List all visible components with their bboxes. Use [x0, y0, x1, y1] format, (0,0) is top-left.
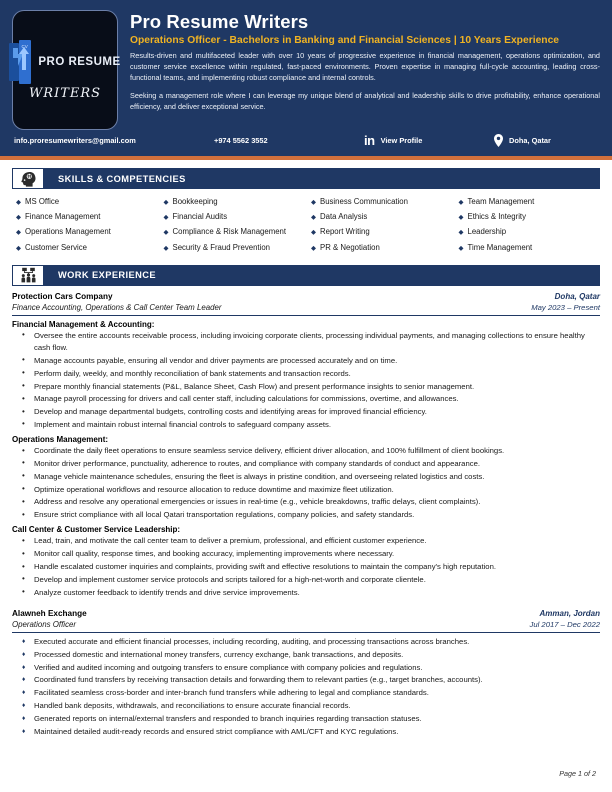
- skill-item: [164, 195, 306, 210]
- skill-item: [459, 225, 601, 240]
- diamond-bullet-icon: ◆: [311, 214, 316, 222]
- job-bullet: ♦ Processed domestic and international money transfers, currency exchange, bank transactions, and deposits.: [12, 649, 600, 661]
- job-bullet: ♦ Handled bank deposits, withdrawals, and reconciliations to ensure accurate financial records.: [12, 700, 600, 712]
- skill-item: [459, 195, 601, 210]
- job-bullet-list: [12, 636, 600, 738]
- job-location: Doha, Qatar: [554, 291, 600, 301]
- skill-label: Finance Management: [25, 212, 101, 222]
- contact-location: [494, 134, 598, 147]
- job-bullet: • Optimize operational workflows and resource allocation to reduce downtime and maximize fleet utilization.: [12, 484, 600, 496]
- svg-text:CV: CV: [21, 43, 29, 49]
- company-logo: [12, 10, 121, 130]
- job-bullet: • Ensure strict compliance with all local Qatari transportation regulations, company policies, and safety standards.: [12, 509, 600, 521]
- summary-paragraph-2: Seeking a management role where I can leverage my unique blend of analytical and leadership skills to drive profitability, enhance operational efficiency, and deliver exceptional service.: [130, 90, 600, 111]
- org-chart-icon: [12, 265, 44, 286]
- skill-label: Business Communication: [320, 197, 408, 206]
- logo-document-arrow-icon: [9, 40, 33, 84]
- contact-email[interactable]: [14, 136, 214, 145]
- skill-item: [16, 195, 158, 210]
- skill-item: [164, 241, 306, 256]
- job-bullet: • Develop and implement customer service protocols and scripts tailored for a high-net-worth and corporate clientele.: [12, 574, 600, 586]
- skill-label: MS Office: [25, 197, 60, 206]
- contact-linkedin[interactable]: [364, 134, 494, 147]
- diamond-bullet-icon: ◆: [311, 199, 316, 206]
- skill-label: Time Management: [467, 242, 533, 252]
- job-title: Operations Officer: [12, 620, 77, 630]
- job-group-subheading: Operations Management:: [12, 435, 109, 445]
- job-bullet: ♦ Coordinated fund transfers by receiving transaction details and forwarding them to relevant parties (e.g., target branches, accounts).: [12, 674, 600, 686]
- job-bullet: ♦ Generated reports on internal/external transfers and responded to branch inquiries regarding transaction statuses.: [12, 713, 600, 725]
- diamond-bullet-icon: ◆: [163, 199, 169, 206]
- diamond-bullet-icon: ◆: [311, 244, 316, 252]
- skill-label: PR & Negotiation: [320, 242, 380, 252]
- skill-item: [16, 241, 158, 256]
- job-bullet: • Handle escalated customer inquiries and complaints, providing swift and effective resolutions to maintain the company's high reputation.: [12, 561, 600, 573]
- job-bullet-list: [12, 445, 600, 521]
- job-company: Protection Cars Company: [12, 291, 113, 301]
- contact-phone[interactable]: [214, 136, 364, 145]
- summary-paragraph-1: Results-driven and multifaceted leader with over 10 years of progressive experience in financial management, operations optimization, and customer service excellence within regulated, fast-paced environments. Proven expertise in managing full-cycle accounting, leading cross-functional teams, and implementing robust compliance and internal controls.: [130, 51, 600, 83]
- job-bullet: • Monitor driver performance, punctuality, adherence to routes, and compliance with company standards of conduct and appearance.: [12, 458, 600, 470]
- skill-label: Leadership: [467, 227, 507, 237]
- diamond-bullet-icon: ◆: [163, 229, 169, 237]
- skill-label: Report Writing: [320, 227, 370, 237]
- contact-bar: [0, 130, 612, 156]
- job-bullet: • Perform daily, weekly, and monthly reconciliation of bank statements and transaction records.: [12, 368, 600, 380]
- diamond-bullet-icon: ◆: [311, 229, 316, 237]
- skill-label: Security & Fraud Prevention: [172, 242, 271, 252]
- logo-text-line1: PRO RESUME: [38, 55, 121, 68]
- job-bullet: • Address and resolve any operational emergencies or issues in real-time (e.g., vehicle breakdowns, traffic delays, client complaints).: [12, 496, 600, 508]
- job-group-subheading: Financial Management & Accounting:: [12, 319, 155, 329]
- job-dates: May 2023 – Present: [531, 303, 600, 313]
- job-bullet: ♦ Maintained detailed audit-ready records and ensured strict compliance with AML/CFT and KYC regulations.: [12, 726, 600, 738]
- phone-label: +974 5562 3552: [214, 136, 268, 145]
- skill-item: [16, 210, 158, 225]
- page-title: Pro Resume Writers: [130, 11, 309, 32]
- skill-item: [16, 225, 158, 240]
- experience-entry: [12, 608, 600, 738]
- diamond-bullet-icon: ◆: [458, 214, 464, 222]
- job-bullet: ♦ Verified and audited incoming and outgoing transfers to ensure compliance with company policies and regulations.: [12, 662, 600, 674]
- job-bullet-list: [12, 535, 600, 598]
- diamond-bullet-icon: ◆: [458, 199, 464, 206]
- page-footer: Page 1 of 2: [559, 769, 596, 778]
- email-label: info.proresumewriters@gmail.com: [14, 136, 136, 145]
- diamond-bullet-icon: ◆: [163, 244, 169, 252]
- skill-item: [164, 210, 306, 225]
- job-title: Finance Accounting, Operations & Call Center Team Leader: [12, 303, 222, 313]
- skill-label: Operations Management: [25, 227, 111, 237]
- job-dates: Jul 2017 – Dec 2022: [529, 620, 600, 630]
- header-tagline: Operations Officer - Bachelors in Banking and Financial Sciences | 10 Years Experience: [130, 35, 560, 47]
- skill-item: [459, 210, 601, 225]
- diamond-bullet-icon: ◆: [16, 244, 21, 252]
- diamond-bullet-icon: ◆: [16, 199, 21, 206]
- skill-item: [459, 241, 601, 256]
- resume-body: [0, 160, 612, 738]
- job-bullet: ♦ Facilitated seamless cross-border and inter-branch fund transfers while adhering to legal and compliance standards.: [12, 687, 600, 699]
- job-bullet-list: [12, 330, 600, 431]
- job-bullet: • Coordinate the daily fleet operations to ensure seamless service delivery, efficient driver allocation, and 100% fulfillment of client bookings.: [12, 445, 600, 457]
- diamond-bullet-icon: ◆: [16, 214, 21, 222]
- head-brain-icon: [12, 168, 44, 189]
- section-header-experience: [12, 265, 600, 286]
- job-bullet: • Manage payroll processing for drivers and call center staff, including calculations for commissions, overtime, and allowances.: [12, 393, 600, 405]
- diamond-bullet-icon: ◆: [458, 229, 464, 237]
- skill-item: [311, 210, 453, 225]
- skill-label: Bookkeeping: [172, 197, 218, 206]
- map-pin-icon: [494, 134, 503, 147]
- section-title-skills: SKILLS & COMPETENCIES: [58, 173, 186, 184]
- job-bullet: • Prepare monthly financial statements (P&L, Balance Sheet, Cash Flow) and present performance insights to senior management.: [12, 381, 600, 393]
- diamond-bullet-icon: ◆: [458, 244, 464, 252]
- job-bullet: • Manage vehicle maintenance schedules, ensuring the fleet is always in pristine condition, and overseeing related logistics and costs.: [12, 471, 600, 483]
- skill-item: [164, 225, 306, 240]
- location-label: Doha, Qatar: [509, 136, 551, 145]
- job-bullet: • Develop and manage departmental budgets, controlling costs and identifying areas for improved financial efficiency.: [12, 406, 600, 418]
- resume-header: [0, 0, 612, 130]
- job-bullet: • Oversee the entire accounts receivable process, including invoicing corporate clients, processing individual payments, and managing collections to ensure healthy cash flow.: [12, 330, 600, 355]
- experience-entry: [12, 291, 600, 599]
- job-bullet: • Implement and maintain robust internal financial controls to safeguard company assets.: [12, 419, 600, 431]
- linkedin-label: View Profile: [380, 136, 423, 145]
- section-title-experience: WORK EXPERIENCE: [58, 270, 156, 281]
- skill-label: Ethics & Integrity: [467, 212, 526, 222]
- job-bullet: • Lead, train, and motivate the call center team to deliver a premium, professional, and efficient customer experience.: [12, 535, 600, 547]
- skills-grid: [12, 194, 600, 256]
- job-bullet: ♦ Executed accurate and efficient financial processes, including recording, auditing, and processing transactions across branches.: [12, 636, 600, 648]
- skill-label: Financial Audits: [172, 212, 228, 222]
- diamond-bullet-icon: ◆: [163, 214, 169, 222]
- job-group-subheading: Call Center & Customer Service Leadership:: [12, 525, 181, 535]
- skill-label: Team Management: [467, 197, 535, 206]
- job-bullet: • Manage accounts payable, ensuring all vendor and driver payments are processed accurately and on time.: [12, 355, 600, 367]
- job-location: Amman, Jordan: [539, 608, 600, 618]
- section-header-skills: [12, 168, 600, 189]
- logo-text-line2: WRITERS: [28, 85, 102, 101]
- skill-label: Data Analysis: [320, 212, 368, 222]
- skill-item: [311, 195, 453, 210]
- skill-label: Customer Service: [25, 242, 87, 252]
- job-bullet: • Monitor call quality, response times, and booking accuracy, implementing improvements where necessary.: [12, 548, 600, 560]
- diamond-bullet-icon: ◆: [16, 229, 21, 237]
- linkedin-icon: in: [364, 133, 375, 148]
- skill-item: [311, 241, 453, 256]
- job-company: Alawneh Exchange: [12, 608, 87, 618]
- job-bullet: • Analyze customer feedback to identify trends and drive service improvements.: [12, 587, 600, 599]
- skill-label: Compliance & Risk Management: [172, 227, 287, 237]
- skill-item: [311, 225, 453, 240]
